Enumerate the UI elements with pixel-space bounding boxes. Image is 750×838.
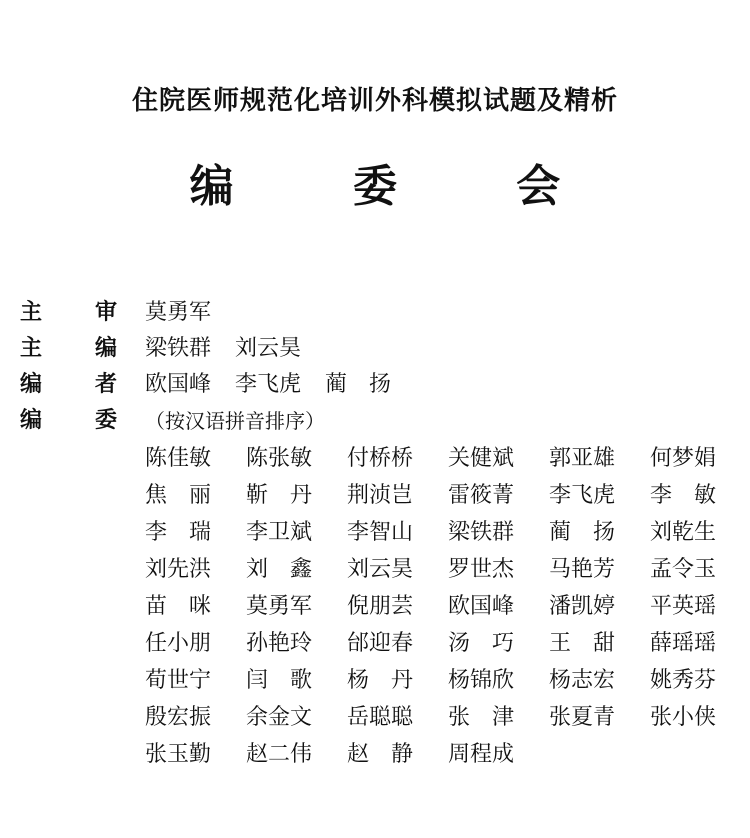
person-name: 莫勇军 <box>145 300 212 325</box>
committee-member-name: 孟令玉 <box>650 557 717 582</box>
committee-member-name: 刘 鑫 <box>246 557 313 582</box>
sort-note: （按汉语拼音排序） <box>145 409 325 433</box>
committee-member-name: 蔺 扬 <box>549 520 616 545</box>
committee-member-name: 张夏青 <box>549 705 616 730</box>
committee-member-name: 张玉勤 <box>145 742 212 767</box>
committee-member-name: 杨锦欣 <box>448 668 515 693</box>
committee-member-name: 赵 静 <box>347 742 414 767</box>
section-heading: 编 委 会 <box>189 161 613 212</box>
role-label-char: 编 <box>20 408 43 433</box>
committee-member-name: 赵二伟 <box>246 742 313 767</box>
committee-member-name: 倪朋芸 <box>347 594 414 619</box>
person-name: 欧国峰 <box>145 372 212 397</box>
committee-member-name: 荀世宁 <box>145 668 212 693</box>
committee-member-name: 靳 丹 <box>246 483 313 508</box>
committee-member-name: 杨 丹 <box>347 668 414 693</box>
committee-member-name: 李智山 <box>347 520 414 545</box>
committee-member-name: 任小朋 <box>145 631 212 656</box>
committee-member-name: 陈佳敏 <box>145 446 212 471</box>
committee-member-name: 莫勇军 <box>246 594 313 619</box>
person-name: 刘云昊 <box>235 336 302 361</box>
committee-member-name: 周程成 <box>448 742 515 767</box>
committee-member-name: 焦 丽 <box>145 483 212 508</box>
role-names <box>145 296 235 330</box>
committee-member-name: 薛瑶瑶 <box>650 631 717 656</box>
role-label-char: 主 <box>20 336 43 361</box>
committee-member-name: 姚秀芬 <box>650 668 717 693</box>
role-names <box>145 332 325 366</box>
committee-member-name: 闫 歌 <box>246 668 313 693</box>
role-label-char: 者 <box>95 372 118 397</box>
committee-member-name: 付桥桥 <box>347 446 414 471</box>
role-label-char: 审 <box>95 300 118 325</box>
committee-member-name: 欧国峰 <box>448 594 515 619</box>
committee-member-name: 李 敏 <box>650 483 717 508</box>
committee-member-name: 郭亚雄 <box>549 446 616 471</box>
committee-member-name: 雷筱菁 <box>448 483 515 508</box>
committee-member-name: 马艳芳 <box>549 557 616 582</box>
committee-member-name: 梁铁群 <box>448 520 515 545</box>
committee-member-name: 殷宏振 <box>145 705 212 730</box>
committee-member-name: 刘云昊 <box>347 557 414 582</box>
book-title: 住院医师规范化培训外科模拟试题及精析 <box>131 86 618 116</box>
role-label-char: 主 <box>20 300 43 325</box>
committee-member-name: 何梦娟 <box>650 446 717 471</box>
committee-member-name: 陈张敏 <box>246 446 313 471</box>
committee-member-name: 岳聪聪 <box>347 705 414 730</box>
committee-member-name: 李卫斌 <box>246 520 313 545</box>
committee-member-name: 汤 巧 <box>448 631 515 656</box>
committee-member-name: 杨志宏 <box>549 668 616 693</box>
role-names <box>145 368 415 402</box>
committee-member-name: 邰迎春 <box>347 631 414 656</box>
committee-member-name: 王 甜 <box>549 631 616 656</box>
committee-member-name: 罗世杰 <box>448 557 515 582</box>
committee-member-name: 潘凯婷 <box>549 594 616 619</box>
role-label-char: 委 <box>95 408 118 433</box>
person-name: 蔺 扬 <box>325 372 392 397</box>
committee-member-name: 刘先洪 <box>145 557 212 582</box>
committee-member-name: 刘乾生 <box>650 520 717 545</box>
committee-member-name: 孙艳玲 <box>246 631 313 656</box>
role-label-char: 编 <box>95 336 118 361</box>
committee-member-name: 荆浈岂 <box>347 483 414 508</box>
committee-member-name: 李飞虎 <box>549 483 616 508</box>
committee-members-grid <box>145 440 750 773</box>
committee-member-name: 李 瑞 <box>145 520 212 545</box>
committee-member-name: 张 津 <box>448 705 515 730</box>
committee-member-name: 张小侠 <box>650 705 717 730</box>
committee-member-name: 关健斌 <box>448 446 515 471</box>
person-name: 梁铁群 <box>145 336 212 361</box>
committee-member-name: 平英瑶 <box>650 594 717 619</box>
person-name: 李飞虎 <box>235 372 302 397</box>
committee-member-name: 苗 咪 <box>145 594 212 619</box>
committee-member-name: 余金文 <box>246 705 313 730</box>
role-label-char: 编 <box>20 372 43 397</box>
